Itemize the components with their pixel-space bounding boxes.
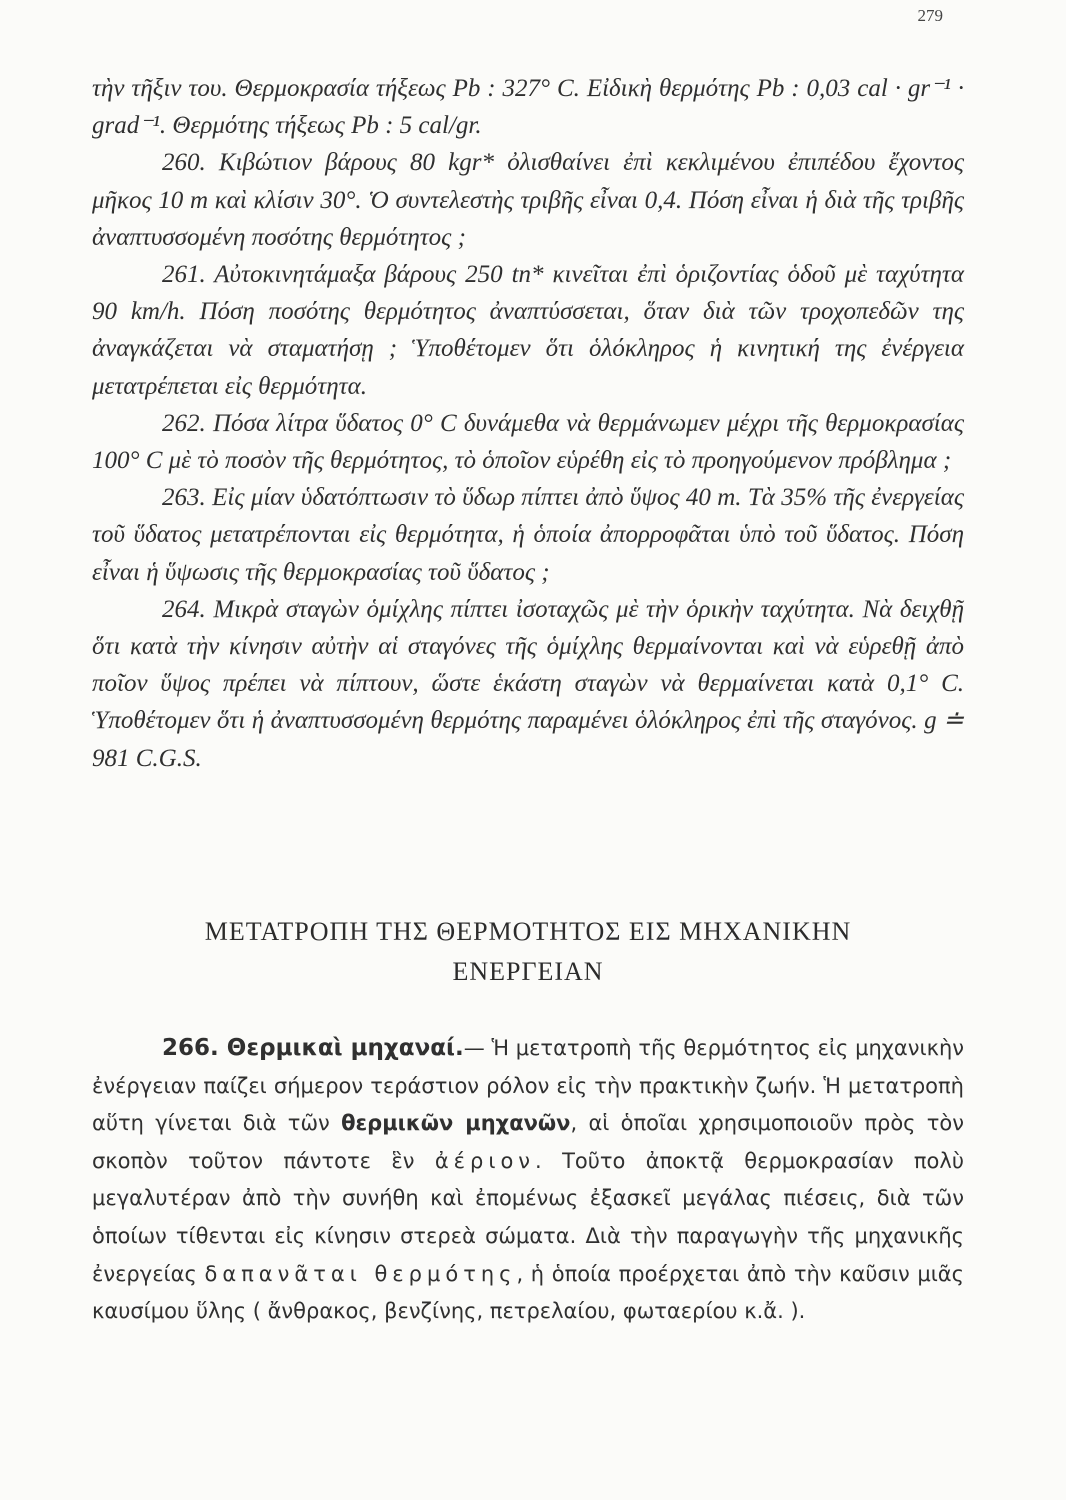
section-266-text-2: , αἱ ὁποῖαι χρησιμοποιοῦν πρὸς τὸν σκοπὸν τοῦτον πάντοτε ἓν xyxy=(92,1111,965,1173)
emphasis-thermal-engines: θερμικῶν μηχανῶν xyxy=(341,1111,571,1136)
section-heading-line-1: ΜΕΤΑΤΡΟΠΗ ΤΗΣ ΘΕΡΜΟΤΗΤΟΣ ΕΙΣ ΜΗΧΑΝΙΚΗΝ xyxy=(204,917,852,946)
problem-263: 263. Εἰς μίαν ὑδατόπτωσιν τὸ ὕδωρ πίπτει ἀπὸ ὕψος 40 m. Τὰ 35% τῆς ἐνεργείας τοῦ ὕδατος μετατρέπονται εἰς θερμότητα, ἡ ὁποία ἀπορροφᾶται ὑπὸ τοῦ ὕδατος. Πόση εἶναι ἡ ὕψωσις τῆς θερμοκρασίας τοῦ ὕδατος ; xyxy=(92,484,964,586)
problem-262: 262. Πόσα λίτρα ὕδατος 0° C δυνάμεθα νὰ θερμάνωμεν μέχρι τῆς θερμοκρασίας 100° C μὲ τὸ ποσὸν τῆς θερμότητος, τὸ ὁποῖον εὑρέθη εἰς τὸ προηγούμενον πρόβλημα ; xyxy=(92,409,964,475)
spaced-words-heat-consumed: δαπανᾶται θερμότης xyxy=(204,1261,517,1286)
problem-260: 260. Κιβώτιον βάρους 80 kgr* ὀλισθαίνει ἐπὶ κεκλιμένου ἐπιπέδου ἔχοντος μῆκος 10 m καὶ κλίσιν 30°. Ὁ συντελεστὴς τριβῆς εἶναι 0,4. Πόση εἶναι ἡ διὰ τῆς τριβῆς ἀναπτυσσομένη ποσότης θερμότητος ; xyxy=(92,149,964,251)
section-heading-line-2: ΕΝΕΡΓΕΙΑΝ xyxy=(452,957,604,986)
section-266-text-4: , ἡ ὁποία προέρχεται ἀπὸ τὴν καῦσιν μιᾶς καυσίμου ὕλης ( ἄνθρακος, βενζίνης, πετρελαίου, φωταερίου κ.ἄ. ). xyxy=(92,1261,964,1324)
paragraph-continuation: τὴν τῆξιν του. Θερμοκρασία τήξεως Pb : 327° C. Εἰδικὴ θερμότης Pb : 0,03 cal · gr⁻¹ · grad⁻¹. Θερμότης τήξεως Pb : 5 cal/gr. xyxy=(92,75,964,140)
section-266-title: 266. Θερμικαὶ μηχαναί. xyxy=(162,1035,464,1061)
section-266 xyxy=(92,1030,964,1331)
problems-text xyxy=(92,70,964,777)
section-266-text-3: . Τοῦτο ἀποκτᾷ θερμοκρασίαν πολὺ μεγαλυτέραν ἀπὸ τὴν συνήθη καὶ ἐπομένως ἐξασκεῖ μεγάλας πιέσεις, διὰ τῶν ὁποίων τίθενται εἰς κίνησιν στερεὰ σώματα. Διὰ τὴν παραγωγὴν τῆς μηχανικῆς ἐνεργείας xyxy=(92,1148,964,1286)
page-number: 279 xyxy=(917,6,943,25)
section-heading xyxy=(92,912,964,992)
problem-261: 261. Αὐτοκινητάμαξα βάρους 250 tn* κινεῖται ἐπὶ ὁριζοντίας ὁδοῦ μὲ ταχύτητα 90 km/h. Πόση ποσότης θερμότητος ἀναπτύσσεται, ὅταν διὰ τῶν τροχοπεδῶν της ἀναγκάζεται νὰ σταματήσῃ ; Ὑποθέτομεν ὅτι ὁλόκληρος ἡ κινητική της ἐνέργεια μετατρέπεται εἰς θερμότητα. xyxy=(92,261,964,400)
section-266-text-1: — Ἡ μετατροπὴ τῆς θερμότητος εἰς μηχανικὴν ἐνέργειαν παίζει σήμερον τεράστιον ρόλον εἰς τὴν πρακτικὴν ζωήν. Ἡ μετατροπὴ αὕτη γίνεται διὰ τῶν xyxy=(92,1036,964,1136)
problem-264: 264. Μικρὰ σταγὼν ὁμίχλης πίπτει ἰσοταχῶς μὲ τὴν ὁρικὴν ταχύτητα. Νὰ δειχθῇ ὅτι κατὰ τὴν κίνησιν αὐτὴν αἱ σταγόνες τῆς ὁμίχλης θερμαίνονται καὶ νὰ εὑρεθῇ ἀπὸ ποῖον ὕψος πρέπει νὰ πίπτουν, ὥστε ἑκάστη σταγὼν νὰ θερμαίνεται κατὰ 0,1° C. Ὑποθέτομεν ὅτι ἡ ἀναπτυσσομένη θερμότης παραμένει ὁλόκληρος ἐπὶ τῆς σταγόνος. g ≐ 981 C.G.S. xyxy=(92,595,964,772)
spaced-word-gas: ἀέριον xyxy=(434,1148,536,1173)
section-266-paragraph xyxy=(92,1030,964,1331)
